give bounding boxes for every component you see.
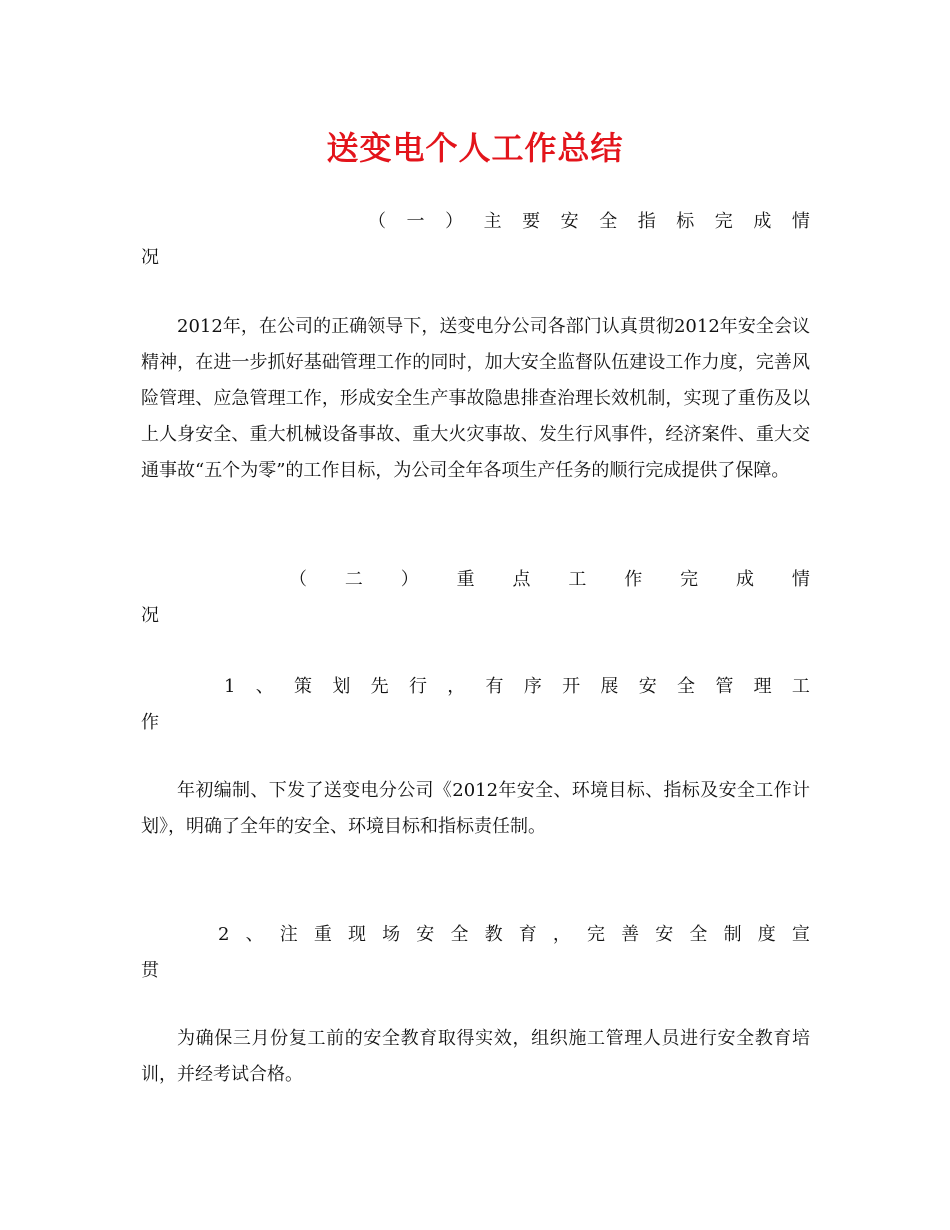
heading-char: 有 [485, 676, 504, 697]
heading-char: 制 [723, 924, 742, 945]
item-heading-1-line [141, 669, 810, 705]
heading-char: 、 [255, 676, 274, 697]
heading-char: 点 [512, 569, 531, 590]
heading-char: 场 [382, 924, 401, 945]
heading-tail: 况 [141, 605, 159, 626]
heading-char: 标 [676, 211, 695, 232]
heading-char: 策 [294, 676, 313, 697]
heading-char: 教 [484, 924, 503, 945]
heading-char: 划 [332, 676, 351, 697]
heading-char: 重 [456, 569, 475, 590]
heading-char: ） [445, 211, 464, 232]
heading-char: 要 [522, 211, 541, 232]
heading-char: 一 [406, 211, 425, 232]
heading-char: 现 [348, 924, 367, 945]
heading-char: 序 [523, 676, 542, 697]
heading-char: 全 [450, 924, 469, 945]
heading-char: 完 [680, 569, 699, 590]
heading-char: 安 [638, 676, 657, 697]
item-1-paragraph: 年初编制、下发了送变电分公司《2012年安全、环境目标、指标及安全工作计划》，明确了全年的安全、环境目标和指标责任制。 [141, 780, 810, 837]
heading-char: 指 [637, 211, 656, 232]
heading-tail: 作 [141, 712, 159, 733]
heading-char: 展 [600, 676, 619, 697]
heading-char: 成 [736, 569, 754, 590]
heading-char: 主 [483, 211, 502, 232]
heading-char: 2 [218, 924, 230, 945]
heading-char: 全 [599, 211, 618, 232]
heading-char: 管 [715, 676, 734, 697]
heading-char: 安 [655, 924, 674, 945]
section-1-paragraph: 2012年，在公司的正确领导下，送变电分公司各部门认真贯彻2012年安全会议精神，在进一步抓好基础管理工作的同时，加大安全监督队伍建设工作力度，完善风险管理、应急管理工作，形成安全生产事故隐患排查治理长效机制，实现了重伤及以上人身安全、重大机械设备事故、重大火灾事故、发生行风事件，经济案件、重大交通事故“五个为零”的工作目标，为公司全年各项生产任务的顺行完成提供了保障。 [141, 316, 810, 481]
heading-char: （ [289, 569, 307, 590]
heading-char: 度 [757, 924, 776, 945]
heading-tail: 贯 [141, 960, 159, 981]
item-heading-2-line [141, 917, 810, 953]
item-heading-1 [141, 669, 810, 741]
heading-char: ， [552, 924, 571, 945]
heading-char: ， [447, 676, 466, 697]
section-heading-2-line [141, 562, 810, 598]
heading-char: 先 [370, 676, 389, 697]
heading-char: （ [368, 211, 386, 232]
heading-char: 成 [753, 211, 772, 232]
heading-char: 理 [753, 676, 772, 697]
heading-char: 注 [279, 924, 298, 945]
heading-char: ） [400, 569, 419, 590]
heading-char: 开 [562, 676, 581, 697]
heading-char: 完 [587, 924, 605, 945]
heading-char: 重 [313, 924, 332, 945]
heading-char: 情 [791, 569, 810, 590]
heading-char: 全 [689, 924, 708, 945]
heading-char: 安 [416, 924, 435, 945]
section-heading-1-line [141, 204, 810, 240]
heading-char: 育 [518, 924, 537, 945]
item-2-paragraph: 为确保三月份复工前的安全教育取得实效，组织施工管理人员进行安全教育培训，并经考试合格。 [141, 1028, 810, 1085]
heading-char: 作 [624, 569, 643, 590]
section-heading-1 [141, 204, 810, 276]
heading-char: 工 [791, 676, 810, 697]
section-heading-2 [141, 562, 810, 634]
heading-char: 完 [714, 211, 733, 232]
heading-char: 宣 [791, 924, 810, 945]
heading-char: 、 [245, 924, 264, 945]
heading-char: 安 [560, 211, 579, 232]
heading-char: 善 [621, 924, 640, 945]
heading-char: 工 [568, 569, 587, 590]
heading-char: 全 [677, 676, 696, 697]
document-title: 送变电个人工作总结 [326, 129, 624, 167]
heading-tail: 况 [141, 247, 159, 268]
heading-char: 1 [224, 676, 236, 697]
heading-char: 二 [344, 569, 363, 590]
heading-char: 行 [408, 676, 427, 697]
heading-char: 情 [791, 211, 810, 232]
item-heading-2 [141, 917, 810, 989]
